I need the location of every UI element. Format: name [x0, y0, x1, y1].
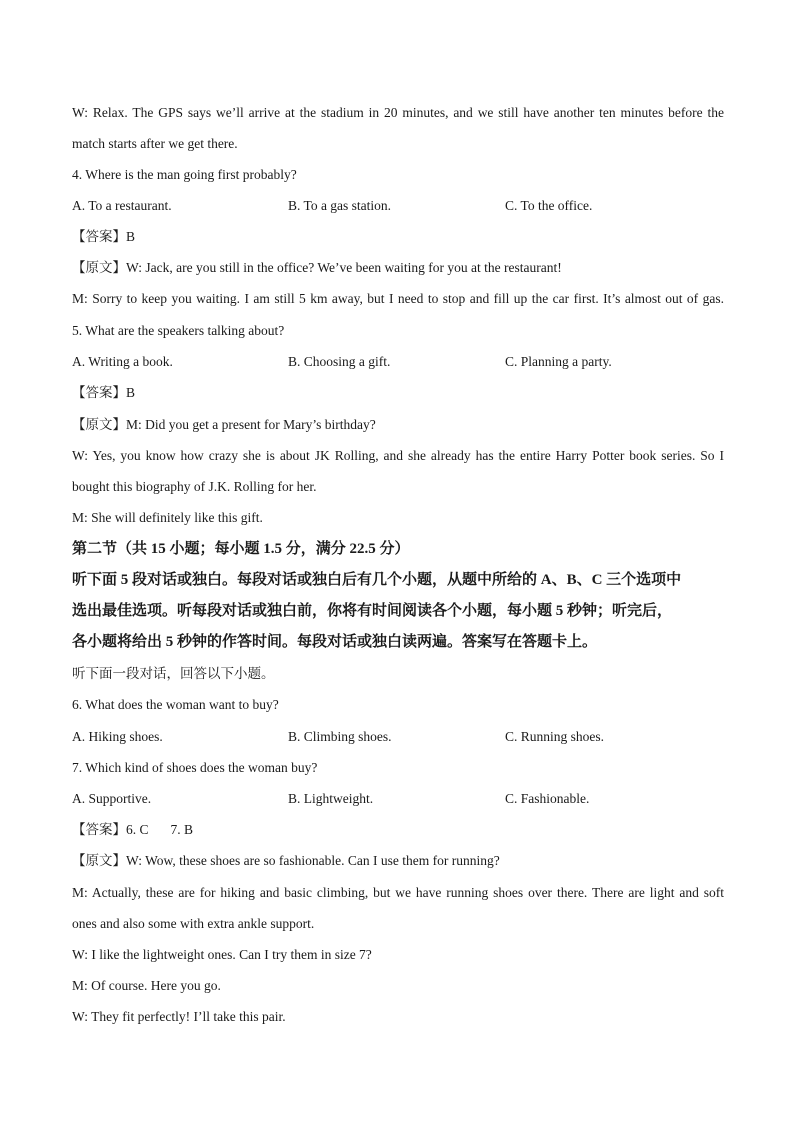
option-a: A. Writing a book.: [72, 354, 173, 369]
dialogue-line: M: Actually, these are for hiking and basic climbing, but we have running shoes over there. There are light and soft: [72, 885, 724, 900]
answer-tag: 【答案】: [72, 822, 126, 837]
option-a: A. Hiking shoes.: [72, 729, 163, 744]
option-c: C. Fashionable.: [505, 791, 590, 806]
transcript-text: W: Jack, are you still in the office? We’ve been waiting for you at the restaurant!: [126, 260, 562, 275]
option-b: B. Climbing shoes.: [288, 729, 392, 744]
option-b: B. Lightweight.: [288, 791, 374, 806]
dialogue-line: W: I like the lightweight ones. Can I try them in size 7?: [72, 947, 372, 962]
section-instructions: 听下面 5 段对话或独白。每段对话或独白后有几个小题，从题中所给的 A、B、C 三个选项中: [72, 572, 682, 588]
dialogue-line: M: Sorry to keep you waiting. I am still 5 km away, but I need to stop and fill up the car first. It’s almost out of gas.: [72, 291, 724, 306]
dialogue-line: M: She will definitely like this gift.: [72, 510, 263, 525]
answer-tag: 【答案】: [72, 385, 126, 400]
option-c: C. Planning a party.: [505, 354, 612, 369]
dialogue-line: match starts after we get there.: [72, 136, 238, 151]
transcript-tag: 【原文】: [72, 417, 126, 432]
answer-tag: 【答案】: [72, 229, 126, 244]
dialogue-line: W: Yes, you know how crazy she is about JK Rolling, and she already has the entire Harry Potter book series. So I: [72, 448, 724, 463]
section-title: 第二节（共 15 小题；每小题 1.5 分，满分 22.5 分）: [72, 541, 410, 557]
transcript-tag: 【原文】: [72, 853, 126, 868]
answer-value-7: 7. B: [170, 822, 194, 837]
dialogue-line: ones and also some with extra ankle support.: [72, 916, 315, 931]
dialogue-line: W: They fit perfectly! I’ll take this pair.: [72, 1009, 286, 1024]
answer-value-6: 6. C: [126, 822, 149, 837]
question-6: 6. What does the woman want to buy?: [72, 697, 279, 712]
option-b: B. To a gas station.: [288, 198, 392, 213]
option-c: C. Running shoes.: [505, 729, 605, 744]
question-4: 4. Where is the man going first probably?: [72, 167, 297, 182]
answer-value: B: [126, 385, 136, 400]
option-a: A. To a restaurant.: [72, 198, 172, 213]
dialogue-line: bought this biography of J.K. Rolling for her.: [72, 479, 317, 494]
listening-intro: 听下面一段对话，回答以下小题。: [72, 666, 275, 681]
section-instructions: 选出最佳选项。听每段对话或独白前，你将有时间阅读各个小题，每小题 5 秒钟；听完后，: [72, 603, 673, 619]
transcript-text: M: Did you get a present for Mary’s birthday?: [126, 417, 376, 432]
answer-line: [72, 821, 193, 839]
transcript-line: [72, 416, 376, 434]
section-instructions: 各小题将给出 5 秒钟的作答时间。每段对话或独白读两遍。答案写在答题卡上。: [72, 634, 598, 650]
option-a: A. Supportive.: [72, 791, 152, 806]
answer-line: [72, 384, 135, 402]
transcript-line: [72, 852, 500, 870]
answer-line: [72, 228, 135, 246]
question-5: 5. What are the speakers talking about?: [72, 323, 285, 338]
option-c: C. To the office.: [505, 198, 593, 213]
question-7: 7. Which kind of shoes does the woman buy?: [72, 760, 318, 775]
transcript-tag: 【原文】: [72, 260, 126, 275]
transcript-text: W: Wow, these shoes are so fashionable. Can I use them for running?: [126, 853, 500, 868]
answer-value: B: [126, 229, 136, 244]
dialogue-line: M: Of course. Here you go.: [72, 978, 221, 993]
transcript-line: [72, 259, 562, 277]
dialogue-line: W: Relax. The GPS says we’ll arrive at the stadium in 20 minutes, and we still have another ten minutes before the: [72, 105, 724, 120]
option-b: B. Choosing a gift.: [288, 354, 391, 369]
